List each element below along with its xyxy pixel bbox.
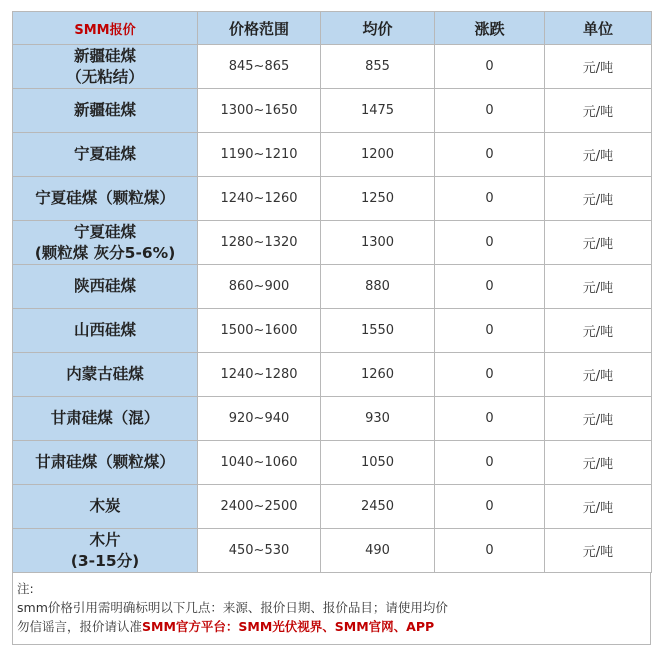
- avg-price-cell: 1475: [321, 89, 435, 133]
- unit-cell: 元/吨: [545, 485, 652, 529]
- price-range-cell: 845~865: [198, 45, 321, 89]
- change-cell: 0: [435, 309, 545, 353]
- change-cell: 0: [435, 397, 545, 441]
- product-name-line2: (3-15分): [70, 551, 140, 570]
- price-range-cell: 1190~1210: [198, 133, 321, 177]
- price-range-cell: 1040~1060: [198, 441, 321, 485]
- product-name-cell: [13, 221, 198, 265]
- table-header-row: [13, 12, 652, 45]
- product-name-line1: 宁夏硅煤: [73, 222, 136, 241]
- product-name-line1: 宁夏硅煤（颗粒煤）: [35, 189, 175, 207]
- product-name-cell: [13, 309, 198, 353]
- change-cell: 0: [435, 89, 545, 133]
- change-cell: 0: [435, 45, 545, 89]
- change-cell: 0: [435, 265, 545, 309]
- price-table: [12, 11, 652, 573]
- unit-cell: 元/吨: [545, 309, 652, 353]
- unit-cell: 元/吨: [545, 45, 652, 89]
- table-row: [13, 89, 652, 133]
- product-name-line1: 木炭: [89, 497, 121, 515]
- header-change: 涨跌: [435, 12, 545, 45]
- note-label: 注:: [17, 581, 34, 596]
- unit-cell: 元/吨: [545, 133, 652, 177]
- avg-price-cell: 1250: [321, 177, 435, 221]
- product-name-line1: 宁夏硅煤: [73, 145, 136, 163]
- note-line1: smm价格引用需明确标明以下几点：来源、报价日期、报价品目；请使用均价: [17, 600, 448, 615]
- note-line2-red: SMM官方平台：SMM光伏视界、SMM官网、APP: [142, 619, 435, 634]
- avg-price-cell: 1260: [321, 353, 435, 397]
- header-unit: 单位: [545, 12, 652, 45]
- table-row: [13, 177, 652, 221]
- product-name-line1: 甘肃硅煤（颗粒煤）: [35, 453, 175, 471]
- price-range-cell: 2400~2500: [198, 485, 321, 529]
- price-range-cell: 1240~1280: [198, 353, 321, 397]
- unit-cell: 元/吨: [545, 353, 652, 397]
- avg-price-cell: 1200: [321, 133, 435, 177]
- price-table-container: [12, 11, 651, 645]
- header-avg: 均价: [321, 12, 435, 45]
- change-cell: 0: [435, 177, 545, 221]
- table-body: [13, 45, 652, 573]
- table-row: [13, 221, 652, 265]
- unit-cell: 元/吨: [545, 89, 652, 133]
- product-name-cell: [13, 529, 198, 573]
- unit-cell: 元/吨: [545, 221, 652, 265]
- unit-cell: 元/吨: [545, 265, 652, 309]
- avg-price-cell: 880: [321, 265, 435, 309]
- product-name-line2: （无粘结）: [66, 67, 144, 86]
- product-name-cell: [13, 265, 198, 309]
- table-row: [13, 353, 652, 397]
- avg-price-cell: 1300: [321, 221, 435, 265]
- product-name-line1: 新疆硅煤: [73, 101, 136, 119]
- price-range-cell: 1500~1600: [198, 309, 321, 353]
- change-cell: 0: [435, 353, 545, 397]
- avg-price-cell: 1550: [321, 309, 435, 353]
- change-cell: 0: [435, 529, 545, 573]
- avg-price-cell: 855: [321, 45, 435, 89]
- price-range-cell: 450~530: [198, 529, 321, 573]
- table-row: [13, 529, 652, 573]
- product-name-line1: 新疆硅煤: [73, 46, 136, 65]
- product-name-cell: [13, 45, 198, 89]
- product-name-cell: [13, 397, 198, 441]
- avg-price-cell: 930: [321, 397, 435, 441]
- header-price-range: 价格范围: [198, 12, 321, 45]
- product-name-line1: 陕西硅煤: [73, 277, 136, 295]
- product-name-line1: 木片: [89, 530, 121, 549]
- table-row: [13, 309, 652, 353]
- table-row: [13, 265, 652, 309]
- price-range-cell: 1300~1650: [198, 89, 321, 133]
- product-name-cell: [13, 441, 198, 485]
- table-row: [13, 397, 652, 441]
- note-box: [12, 573, 651, 645]
- table-row: [13, 133, 652, 177]
- price-range-cell: 860~900: [198, 265, 321, 309]
- table-row: [13, 485, 652, 529]
- product-name-line1: 山西硅煤: [73, 321, 136, 339]
- table-row: [13, 45, 652, 89]
- product-name-cell: [13, 177, 198, 221]
- change-cell: 0: [435, 441, 545, 485]
- avg-price-cell: 2450: [321, 485, 435, 529]
- product-name-cell: [13, 89, 198, 133]
- product-name-cell: [13, 353, 198, 397]
- change-cell: 0: [435, 485, 545, 529]
- product-name-line1: 甘肃硅煤（混）: [50, 409, 160, 427]
- table-row: [13, 441, 652, 485]
- change-cell: 0: [435, 221, 545, 265]
- unit-cell: 元/吨: [545, 441, 652, 485]
- unit-cell: 元/吨: [545, 177, 652, 221]
- avg-price-cell: 1050: [321, 441, 435, 485]
- avg-price-cell: 490: [321, 529, 435, 573]
- price-range-cell: 1240~1260: [198, 177, 321, 221]
- product-name-cell: [13, 485, 198, 529]
- header-brand: SMM报价: [13, 12, 198, 45]
- product-name-cell: [13, 133, 198, 177]
- unit-cell: 元/吨: [545, 397, 652, 441]
- unit-cell: 元/吨: [545, 529, 652, 573]
- product-name-line2: (颗粒煤 灰分5-6%): [34, 243, 176, 262]
- note-line2: [17, 617, 646, 636]
- change-cell: 0: [435, 133, 545, 177]
- price-range-cell: 920~940: [198, 397, 321, 441]
- product-name-line1: 内蒙古硅煤: [66, 365, 144, 383]
- price-range-cell: 1280~1320: [198, 221, 321, 265]
- note-line2-prefix: 勿信谣言，报价请认准: [17, 619, 143, 634]
